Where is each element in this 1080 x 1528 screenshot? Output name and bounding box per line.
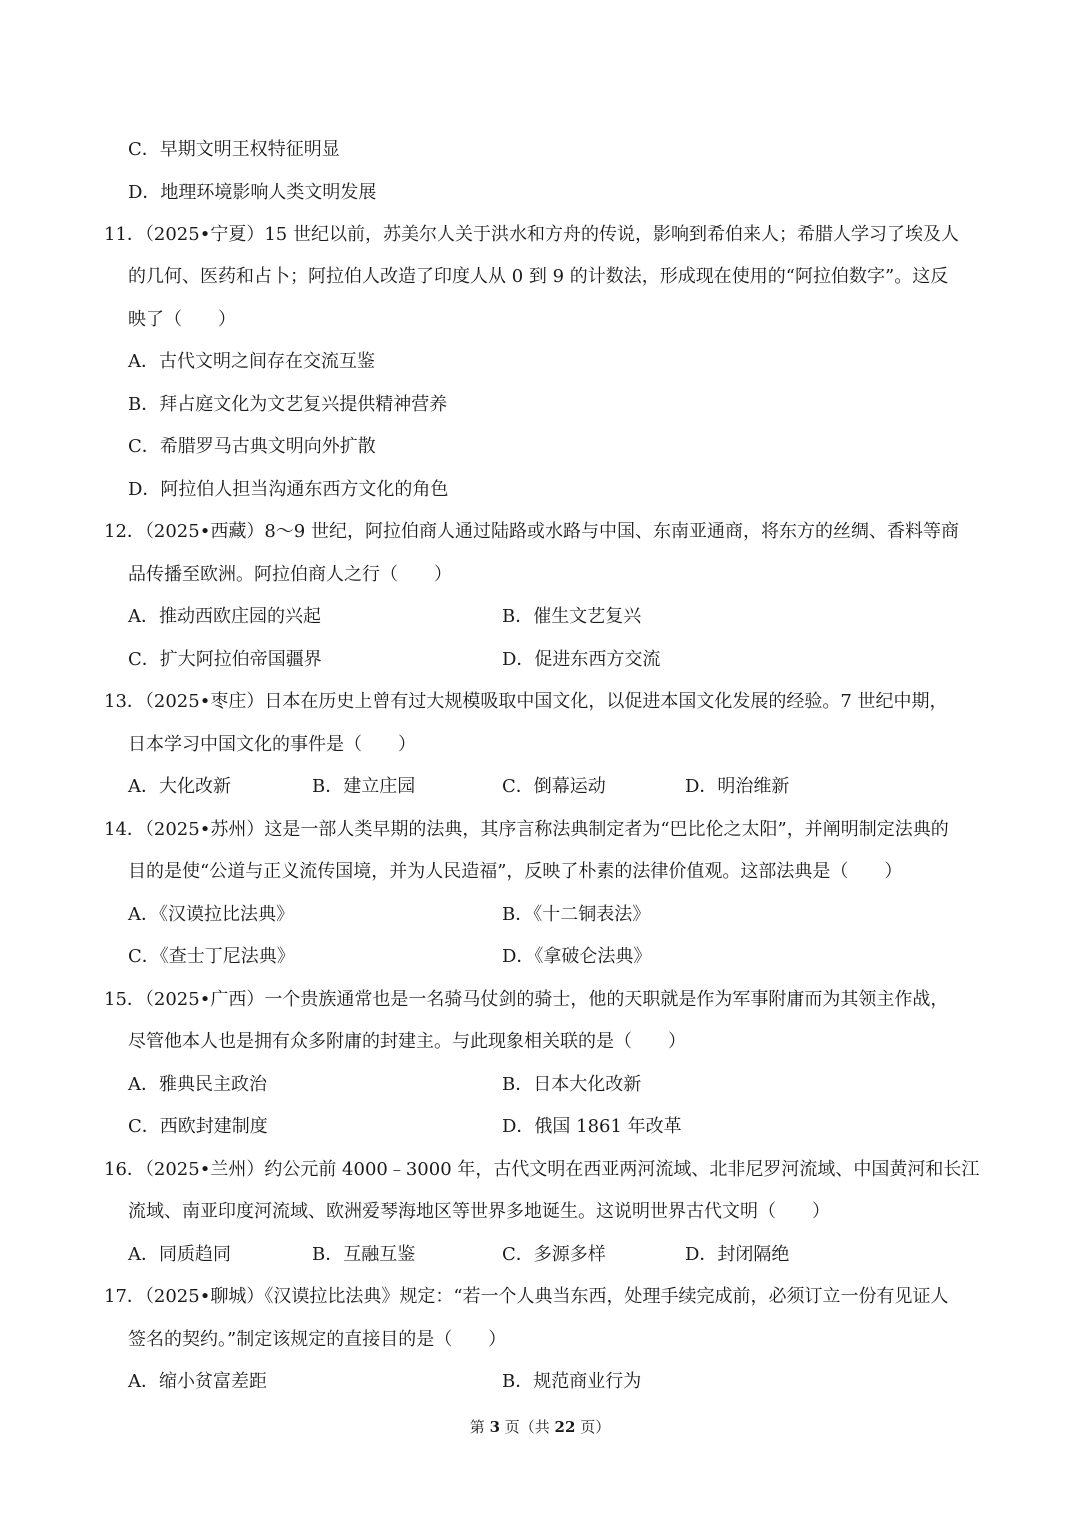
q14-option-a: A．《汉谟拉比法典》 [128,904,294,925]
q13-option-b: B．建立庄园 [312,776,416,797]
q14-option-b: B．《十二铜表法》 [502,904,651,925]
q12-stem-line-2-text: 品传播至欧洲。阿拉伯商人之行（ ） [128,564,452,585]
q16-stem-line-1-text: 16．（2025•兰州）约公元前 4000﹣3000 年，古代文明在西亚两河流域、北非尼罗河流域、中国黄河和长江 [104,1159,980,1180]
q13-option-d: D．明治维新 [685,776,790,797]
q14-stem-line-2-text: 目的是使“公道与正义流传国境，并为人民造福”，反映了朴素的法律价值观。这部法典是（ ） [128,861,903,882]
q11-stem-line-2-text: 的几何、医药和占卜；阿拉伯人改造了印度人从 0 到 9 的计数法，形成现在使用的“阿拉伯数字”。这反 [128,266,949,287]
q17-option-a: A．缩小贫富差距 [128,1371,267,1392]
total-page-count: 22 [554,1418,576,1436]
q12-stem-line-1-text: 12．（2025•西藏）8～9 世纪，阿拉伯商人通过陆路或水路与中国、东南亚通商，将东方的丝绸、香料等商 [104,521,959,542]
footer-suffix: 页） [575,1418,611,1436]
current-page-number: 3 [489,1418,500,1436]
q15-option-d: D．俄国 1861 年改革 [502,1116,682,1137]
q15-stem-line-1-text: 15．（2025•广西）一个贵族通常也是一名骑马仗剑的骑士，他的天职就是作为军事附庸而为其领主作战， [104,989,949,1010]
q11-option-a: A．古代文明之间存在交流互鉴 [128,351,375,372]
q16-option-b: B．互融互鉴 [312,1244,416,1265]
q11-option-c: C．希腊罗马古典文明向外扩散 [128,436,376,457]
q15-stem-line-2-text: 尽管他本人也是拥有众多附庸的封建主。与此现象相关联的是（ ） [128,1031,686,1052]
q17-stem-line-2-text: 签名的契约。”制定该规定的直接目的是（ ） [128,1329,507,1350]
q12-option-a: A．推动西欧庄园的兴起 [128,606,321,627]
q12-option-c: C．扩大阿拉伯帝国疆界 [128,649,322,670]
q13-option-a: A．大化改新 [128,776,231,797]
q15-option-b: B．日本大化改新 [502,1074,642,1095]
page-footer [0,1414,1080,1440]
q16-option-c: C．多源多样 [502,1244,606,1265]
q17-stem-line-1-text: 17．（2025•聊城）《汉谟拉比法典》规定：“若一个人典当东西，处理手续完成前，必须订立一份有见证人 [104,1286,949,1307]
footer-middle: 页（共 [500,1418,555,1436]
q11-stem-line-3-text: 映了（ ） [128,309,236,330]
q17-option-b: B．规范商业行为 [502,1371,642,1392]
q16-option-a: A．同质趋同 [128,1244,231,1265]
q11-option-b: B．拜占庭文化为文艺复兴提供精神营养 [128,394,448,415]
q15-option-a: A．雅典民主政治 [128,1074,267,1095]
q13-stem-line-1-text: 13．（2025•枣庄）日本在历史上曾有过大规模吸取中国文化，以促进本国文化发展的经验。7 世纪中期， [104,691,948,712]
footer-prefix: 第 [469,1418,490,1436]
q14-option-d: D．《拿破仑法典》 [502,946,652,967]
q14-stem-line-1-text: 14．（2025•苏州）这是一部人类早期的法典，其序言称法典制定者为“巴比伦之太阳”，并阐明制定法典的 [104,819,949,840]
q13-stem-line-2-text: 日本学习中国文化的事件是（ ） [128,734,416,755]
q10-option-c: C．早期文明王权特征明显 [128,139,340,160]
q10-option-d: D．地理环境影响人类文明发展 [128,182,377,203]
q11-option-d: D．阿拉伯人担当沟通东西方文化的角色 [128,479,449,500]
q13-option-c: C．倒幕运动 [502,776,606,797]
q12-option-b: B．催生文艺复兴 [502,606,642,627]
q12-option-d: D．促进东西方交流 [502,649,661,670]
q14-option-c: C．《查士丁尼法典》 [128,946,295,967]
q15-option-c: C．西欧封建制度 [128,1116,268,1137]
q11-stem-line-1-text: 11．（2025•宁夏）15 世纪以前，苏美尔人关于洪水和方舟的传说，影响到希伯来人；希腊人学习了埃及人 [104,224,959,245]
q16-stem-line-2-text: 流域、南亚印度河流域、欧洲爱琴海地区等世界多地诞生。这说明世界古代文明（ ） [128,1201,830,1222]
q16-option-d: D．封闭隔绝 [685,1244,790,1265]
